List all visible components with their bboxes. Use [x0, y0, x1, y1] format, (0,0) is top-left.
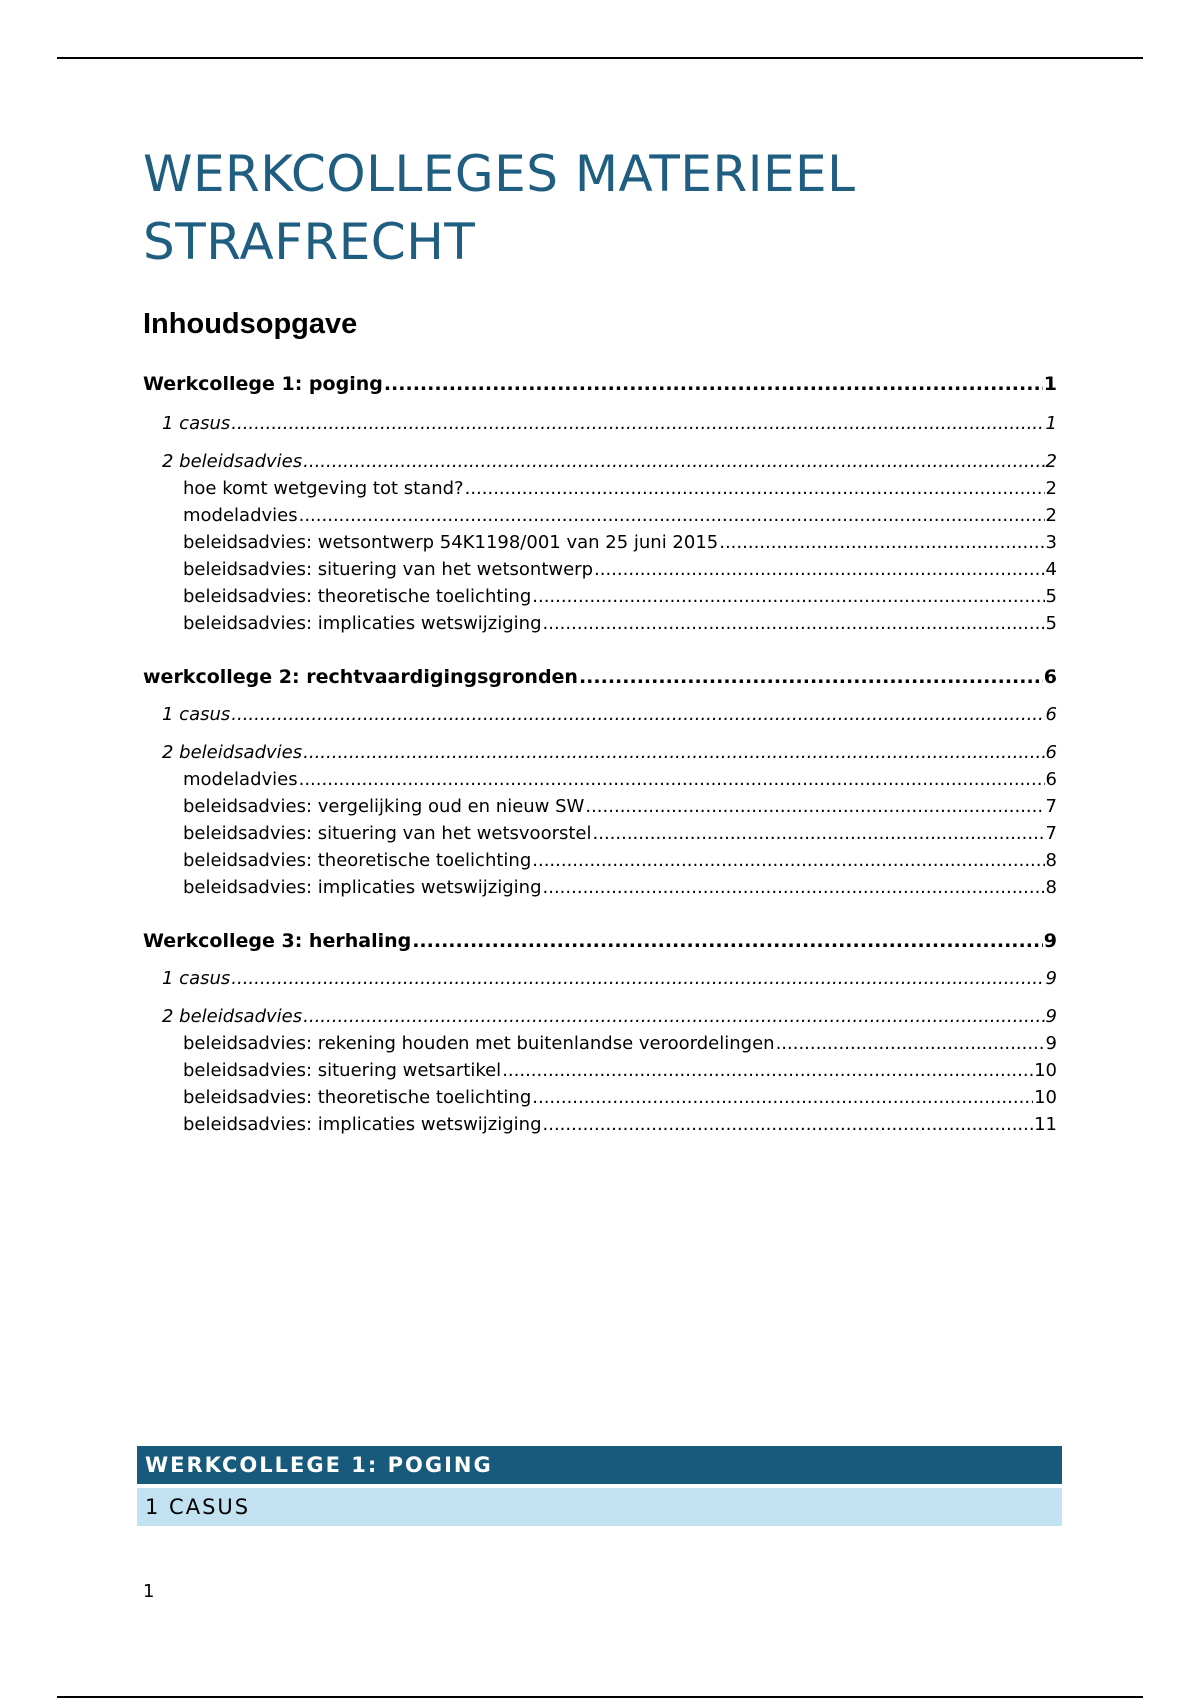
- toc-entry-label: Werkcollege 3: herhaling: [143, 930, 412, 952]
- toc-entry-page: 8: [1045, 877, 1057, 898]
- toc-dot-leader: [543, 612, 1045, 636]
- footer-rule: [57, 1696, 1143, 1698]
- toc-dot-leader: [231, 967, 1044, 991]
- toc-entry-label: 1 casus: [162, 704, 231, 725]
- subsection-heading: 1 CASUS: [137, 1488, 1062, 1526]
- toc-entry[interactable]: [183, 822, 1057, 846]
- toc-entry[interactable]: [183, 477, 1057, 501]
- toc-dot-leader: [303, 450, 1044, 474]
- toc-entry-page: 4: [1045, 559, 1057, 580]
- title-line-1: WERKCOLLEGES MATERIEEL: [143, 145, 856, 203]
- toc-entry[interactable]: [183, 1086, 1057, 1110]
- toc-entry-page: 6: [1045, 742, 1057, 763]
- toc-entry-label: beleidsadvies: implicaties wetswijziging: [183, 613, 542, 634]
- toc-entry-page: 6: [1045, 704, 1057, 725]
- toc-dot-leader: [532, 585, 1044, 609]
- toc-dot-leader: [231, 703, 1044, 727]
- toc-entry-label: beleidsadvies: theoretische toelichting: [183, 586, 532, 607]
- toc-dot-leader: [532, 1086, 1033, 1110]
- toc-entry-page: 10: [1034, 1060, 1057, 1081]
- toc-entry-page: 2: [1045, 505, 1057, 526]
- toc-dot-leader: [585, 795, 1044, 819]
- section-heading: WERKCOLLEGE 1: POGING: [137, 1446, 1062, 1484]
- toc-entry-label: beleidsadvies: situering van het wetsontwerp: [183, 559, 594, 580]
- toc-entry-page: 7: [1045, 823, 1057, 844]
- toc-entry[interactable]: [183, 531, 1057, 555]
- toc-entry-label: beleidsadvies: wetsontwerp 54K1198/001 van 25 juni 2015: [183, 532, 719, 553]
- toc-entry-label: 1 casus: [162, 413, 231, 434]
- toc-dot-leader: [231, 412, 1044, 436]
- toc-entry-page: 10: [1034, 1087, 1057, 1108]
- toc-dot-leader: [593, 822, 1045, 846]
- toc-entry-page: 6: [1045, 769, 1057, 790]
- toc-entry-label: Werkcollege 1: poging: [143, 373, 383, 395]
- toc-entry-label: 2 beleidsadvies: [162, 742, 303, 763]
- toc-entry[interactable]: [183, 768, 1057, 792]
- toc-entry-page: 5: [1045, 613, 1057, 634]
- toc-entry-label: modeladvies: [183, 769, 298, 790]
- toc-dot-leader: [719, 531, 1044, 555]
- toc-entry-label: beleidsadvies: situering wetsartikel: [183, 1060, 502, 1081]
- toc-entry[interactable]: [143, 929, 1057, 953]
- toc-dot-leader: [543, 876, 1045, 900]
- toc-entry-page: 9: [1045, 1033, 1057, 1054]
- toc-entry[interactable]: [183, 1032, 1057, 1056]
- toc-entry-label: beleidsadvies: rekening houden met buitenlandse veroordelingen: [183, 1033, 775, 1054]
- toc-entry-page: 5: [1045, 586, 1057, 607]
- toc-entry-label: 2 beleidsadvies: [162, 451, 303, 472]
- toc-dot-leader: [412, 929, 1043, 953]
- toc-entry[interactable]: [183, 558, 1057, 582]
- toc-entry[interactable]: [183, 612, 1057, 636]
- toc-entry-label: hoe komt wetgeving tot stand?: [183, 478, 464, 499]
- toc-dot-leader: [465, 477, 1045, 501]
- toc-entry-label: beleidsadvies: situering van het wetsvoorstel: [183, 823, 592, 844]
- toc-entry-page: 9: [1043, 930, 1057, 952]
- toc-dot-leader: [303, 1005, 1044, 1029]
- toc-entry-label: 2 beleidsadvies: [162, 1006, 303, 1027]
- toc-heading: Inhoudsopgave: [143, 308, 358, 340]
- toc-entry[interactable]: [162, 1005, 1057, 1029]
- toc-entry[interactable]: [183, 849, 1057, 873]
- toc-entry[interactable]: [183, 876, 1057, 900]
- title-line-2: STRAFRECHT: [143, 213, 476, 271]
- toc-dot-leader: [384, 372, 1043, 396]
- toc-entry[interactable]: [183, 585, 1057, 609]
- toc-entry-label: modeladvies: [183, 505, 298, 526]
- toc-entry-label: beleidsadvies: theoretische toelichting: [183, 1087, 532, 1108]
- toc-entry[interactable]: [143, 372, 1057, 396]
- toc-entry[interactable]: [183, 1059, 1057, 1083]
- toc-entry[interactable]: [162, 450, 1057, 474]
- toc-dot-leader: [299, 504, 1045, 528]
- toc-entry[interactable]: [183, 1113, 1057, 1137]
- toc-entry-label: 1 casus: [162, 968, 231, 989]
- toc-dot-leader: [303, 741, 1044, 765]
- toc-dot-leader: [776, 1032, 1045, 1056]
- toc-entry-label: beleidsadvies: implicaties wetswijziging: [183, 877, 542, 898]
- toc-entry-page: 7: [1045, 796, 1057, 817]
- toc-dot-leader: [594, 558, 1045, 582]
- toc-entry-label: beleidsadvies: vergelijking oud en nieuw SW: [183, 796, 585, 817]
- toc-entry[interactable]: [162, 703, 1057, 727]
- toc-entry-label: beleidsadvies: implicaties wetswijziging: [183, 1114, 542, 1135]
- toc-entry[interactable]: [183, 504, 1057, 528]
- toc-dot-leader: [543, 1113, 1034, 1137]
- toc-dot-leader: [299, 768, 1045, 792]
- toc-entry[interactable]: [162, 412, 1057, 436]
- toc-dot-leader: [532, 849, 1044, 873]
- toc-entry-page: 11: [1034, 1114, 1057, 1135]
- toc-dot-leader: [502, 1059, 1033, 1083]
- toc-entry[interactable]: [143, 665, 1057, 689]
- toc-entry-page: 9: [1045, 1006, 1057, 1027]
- toc-entry[interactable]: [162, 741, 1057, 765]
- toc-entry-page: 6: [1043, 666, 1057, 688]
- toc-entry-page: 3: [1045, 532, 1057, 553]
- toc-entry-page: 1: [1043, 373, 1057, 395]
- toc-entry-label: beleidsadvies: theoretische toelichting: [183, 850, 532, 871]
- page-number: 1: [143, 1581, 155, 1602]
- toc-entry-page: 8: [1045, 850, 1057, 871]
- toc-entry-page: 1: [1045, 413, 1057, 434]
- toc-dot-leader: [579, 665, 1043, 689]
- toc-entry[interactable]: [162, 967, 1057, 991]
- toc-entry-page: 2: [1045, 478, 1057, 499]
- toc-entry[interactable]: [183, 795, 1057, 819]
- toc-entry-label: werkcollege 2: rechtvaardigingsgronden: [143, 666, 578, 688]
- toc-entry-page: 9: [1045, 968, 1057, 989]
- toc-entry-page: 2: [1045, 451, 1057, 472]
